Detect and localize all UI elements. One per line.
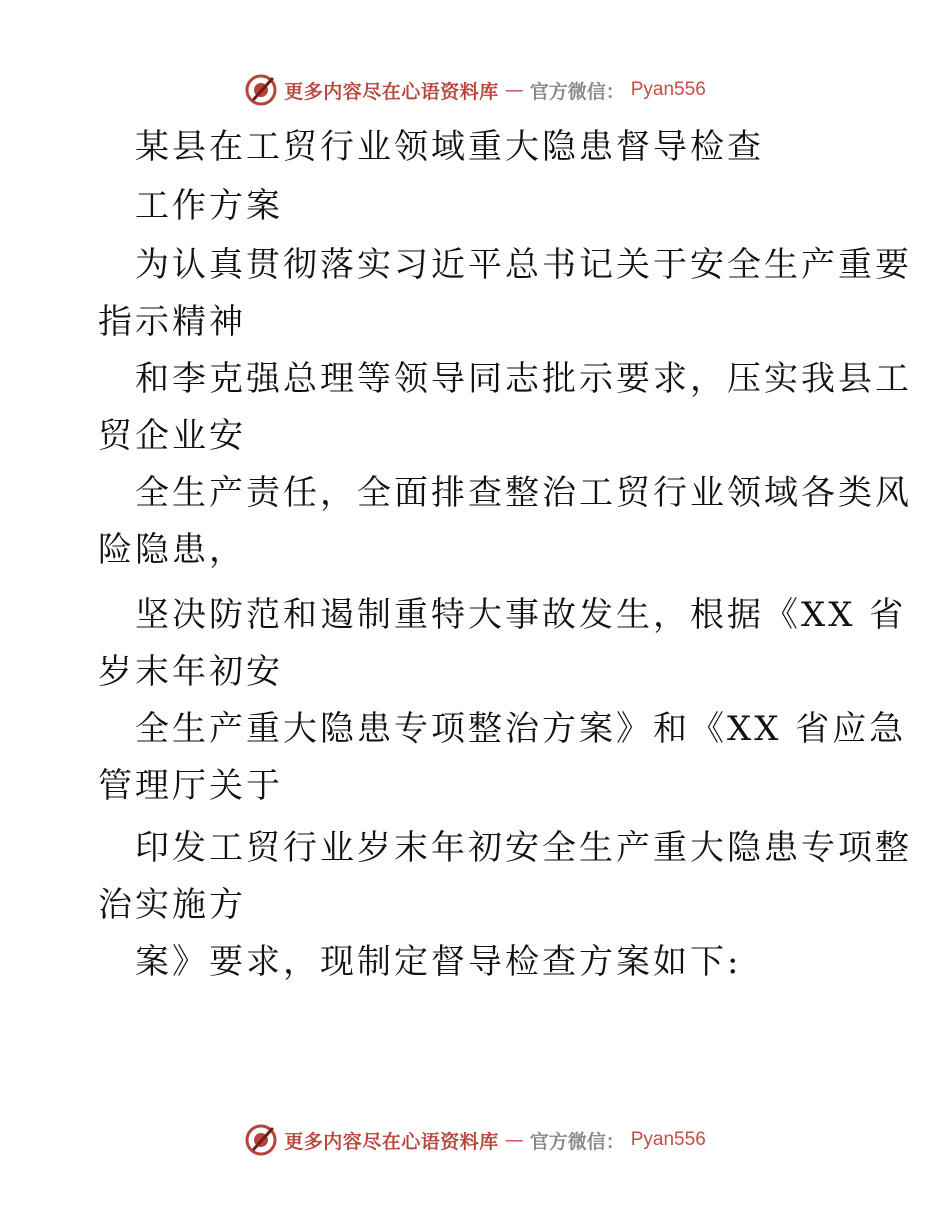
watermark-wechat-id: Pyan556 (630, 1129, 706, 1150)
paragraph-line: 为认真贯彻落实习近平总书记关于安全生产重要 (135, 245, 912, 285)
watermark-wechat-id: Pyan556 (630, 79, 706, 100)
watermark-wechat-label: 官方微信： (529, 1130, 625, 1153)
document-title: 某县在工贸行业领域重大隐患督导检查 (135, 127, 764, 167)
footer-watermark (0, 1120, 950, 1160)
pen-logo-icon (244, 1123, 278, 1157)
document-subtitle: 工作方案 (135, 186, 283, 226)
paragraph-line: 险隐患， (98, 530, 246, 570)
watermark-text: 更多内容尽在心语资料库 (284, 80, 499, 103)
paragraph-line: 治实施方 (98, 885, 246, 925)
watermark-separator: — (504, 79, 524, 101)
paragraph-line: 印发工贸行业岁末年初安全生产重大隐患专项整 (135, 828, 912, 868)
paragraph-line: 指示精神 (98, 302, 246, 342)
paragraph-line: 坚决防范和遏制重特大事故发生，根据《XX 省 (135, 595, 907, 635)
paragraph-line: 和李克强总理等领导同志批示要求，压实我县工 (135, 359, 912, 399)
pen-logo-icon (244, 73, 278, 107)
paragraph-line: 全生产责任，全面排查整治工贸行业领域各类风 (135, 473, 912, 513)
paragraph-line: 岁末年初安 (98, 652, 283, 692)
watermark-separator: — (504, 1129, 524, 1151)
paragraph-line: 贸企业安 (98, 416, 246, 456)
paragraph-line: 管理厅关于 (98, 766, 283, 806)
watermark-text: 更多内容尽在心语资料库 (284, 1130, 499, 1153)
watermark-wechat-label: 官方微信： (529, 80, 625, 103)
paragraph-line: 案》要求，现制定督导检查方案如下: (135, 942, 742, 982)
paragraph-line: 全生产重大隐患专项整治方案》和《XX 省应急 (135, 709, 907, 749)
header-watermark (0, 70, 950, 110)
